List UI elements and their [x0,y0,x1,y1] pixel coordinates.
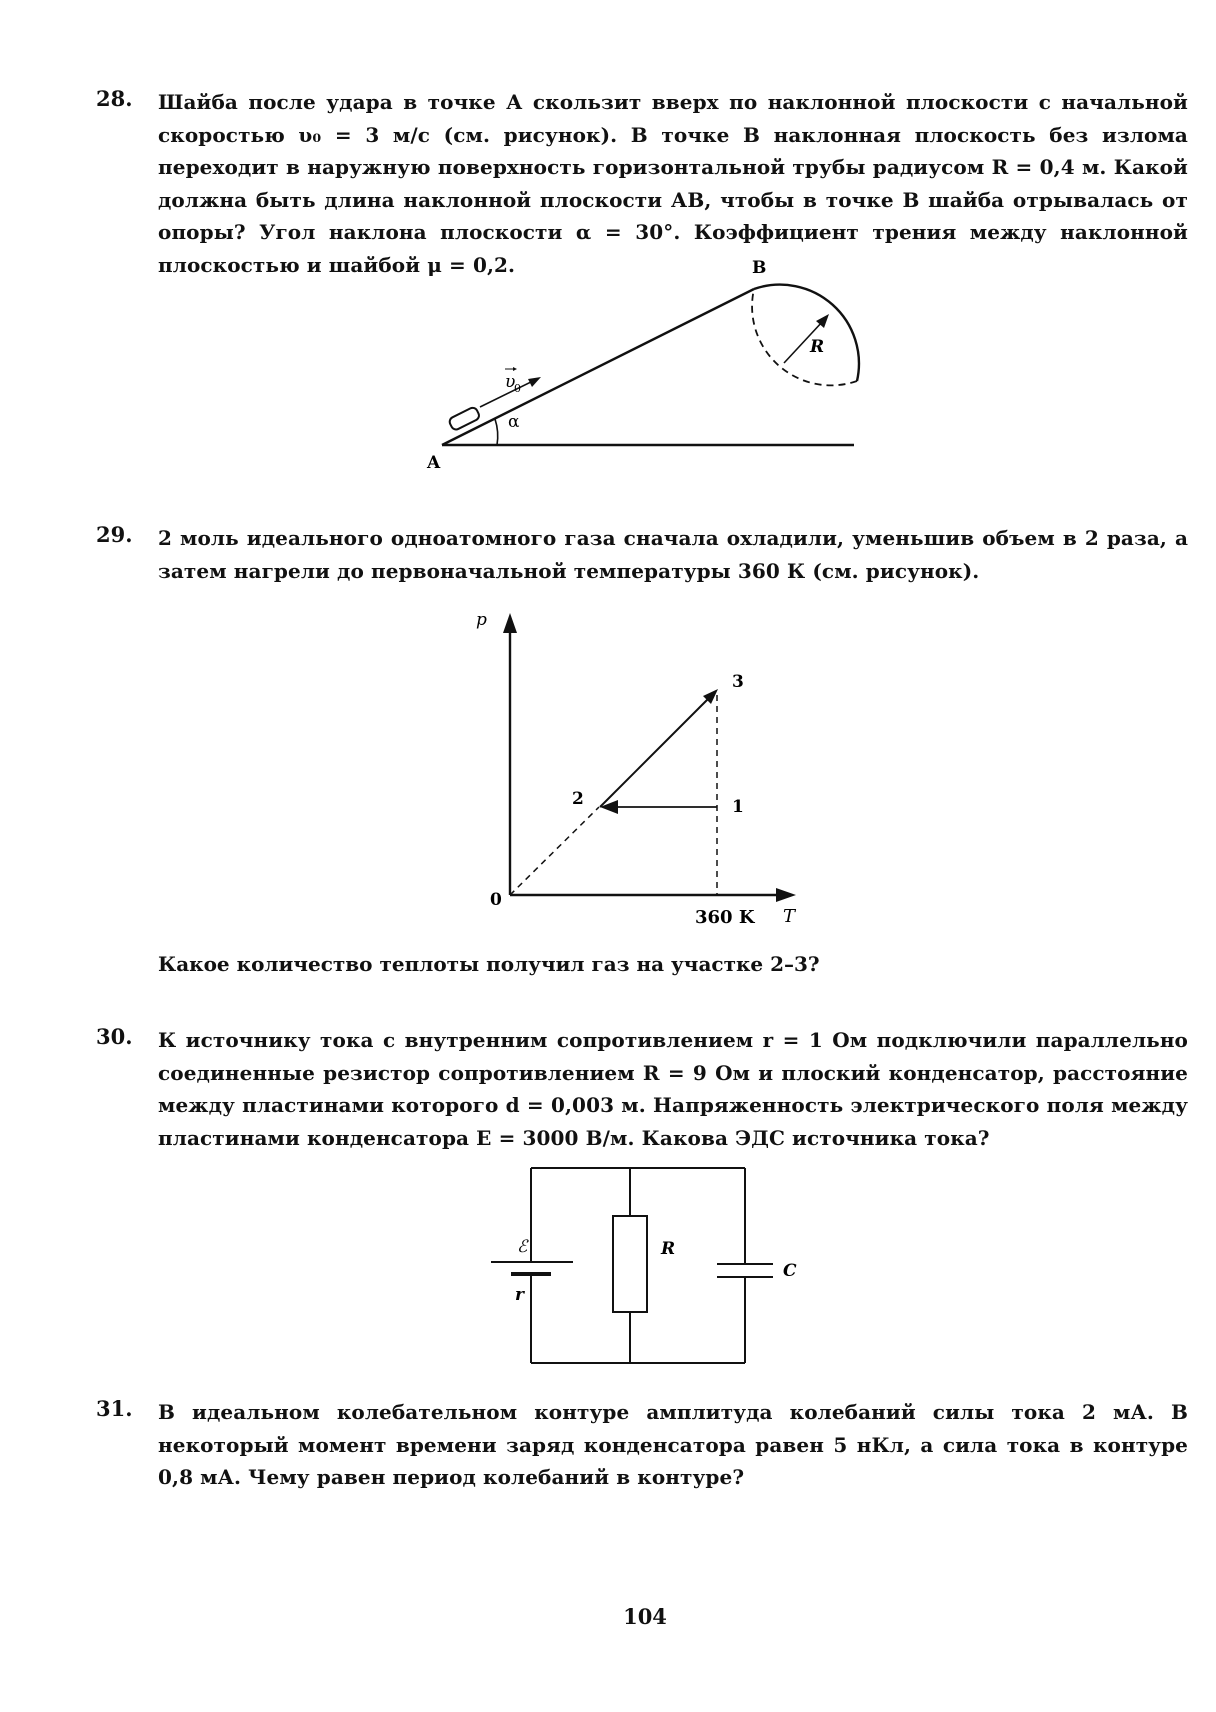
figure-pt-diagram [470,605,830,940]
axis-x-arrowhead [776,888,796,902]
label-C: C [783,1261,797,1281]
problem-text: 2 моль идеального одноатомного газа сначала охладили, уменьшив объем в 2 раза, а затем нагрели до первоначальной температуры 360 К (см. рисунок). [158,526,1188,583]
dashed-origin-line [510,807,599,895]
label-alpha: α [508,412,520,432]
page-number: 104 [623,1604,667,1629]
label-emf: ℰ [517,1237,528,1257]
tick-360k: 360 K [695,907,755,928]
problem-29 [96,522,1188,587]
problem-31 [96,1396,1188,1494]
point-1-label: 1 [732,797,744,817]
velocity-arrowhead [528,377,541,387]
problem-number: 30. [96,1024,133,1049]
question-29: Какое количество теплоты получил газ на участке 2–3? [158,952,820,976]
problem-number: 31. [96,1396,133,1421]
label-r-internal: r [515,1285,524,1305]
problem-text: К источнику тока с внутренним сопротивлением r = 1 Ом подключили параллельно соединенные резистор сопротивлением R = 9 Ом и плоский конденсатор, расстояние между пластинами которого d = 0,003 м. Напряженность электрического поля между пластинами конденсатора E = 3000 В/м. Какова ЭДС источника тока? [158,1028,1188,1150]
angle-arc [495,419,498,445]
label-b: B [752,258,767,278]
problem-28 [96,86,1188,281]
figure-circuit [485,1160,815,1372]
problem-30 [96,1024,1188,1154]
label-R: R [661,1239,676,1259]
process-2-3 [600,699,708,807]
axis-y-arrowhead [503,613,517,633]
axis-y-label: p [476,610,487,630]
problem-number: 28. [96,86,133,111]
point-3-label: 3 [732,672,744,692]
v-vector-mark-head [513,367,517,371]
label-a: A [427,453,441,473]
problem-number: 29. [96,522,133,547]
label-v: υ [505,372,516,392]
axis-x-label: T [783,906,796,927]
origin-label: 0 [490,890,502,910]
tube-solid-arc [754,285,859,381]
figure-incline-tube [420,255,880,480]
problem-text: Шайба после удара в точке А скользит вверх по наклонной плоскости с начальной скоростью υ₀ = 3 м/с (см. рисунок). В точке В наклонная плоскость без излома переходит в наружную поверхность горизонтальной трубы радиусом R = 0,4 м. Какой должна быть длина наклонной плоскости АВ, чтобы в точке В шайба отрывалась от опоры? Угол наклона плоскости α = 30°. Коэффициент трения между наклонной плоскостью и шайбой μ = 0,2. [158,90,1188,277]
label-v-sub: 0 [514,382,521,395]
label-r: R [810,337,825,357]
resistor [613,1216,647,1312]
incline-line [442,289,754,445]
point-2-label: 2 [572,789,584,809]
problem-text: В идеальном колебательном контуре амплитуда колебаний силы тока 2 мА. В некоторый момент времени заряд конденсатора равен 5 нКл, а сила тока в контуре 0,8 мА. Чему равен период колебаний в контуре? [158,1400,1188,1489]
tube-dashed-arc [752,289,857,385]
arrow-1-2 [600,800,618,814]
